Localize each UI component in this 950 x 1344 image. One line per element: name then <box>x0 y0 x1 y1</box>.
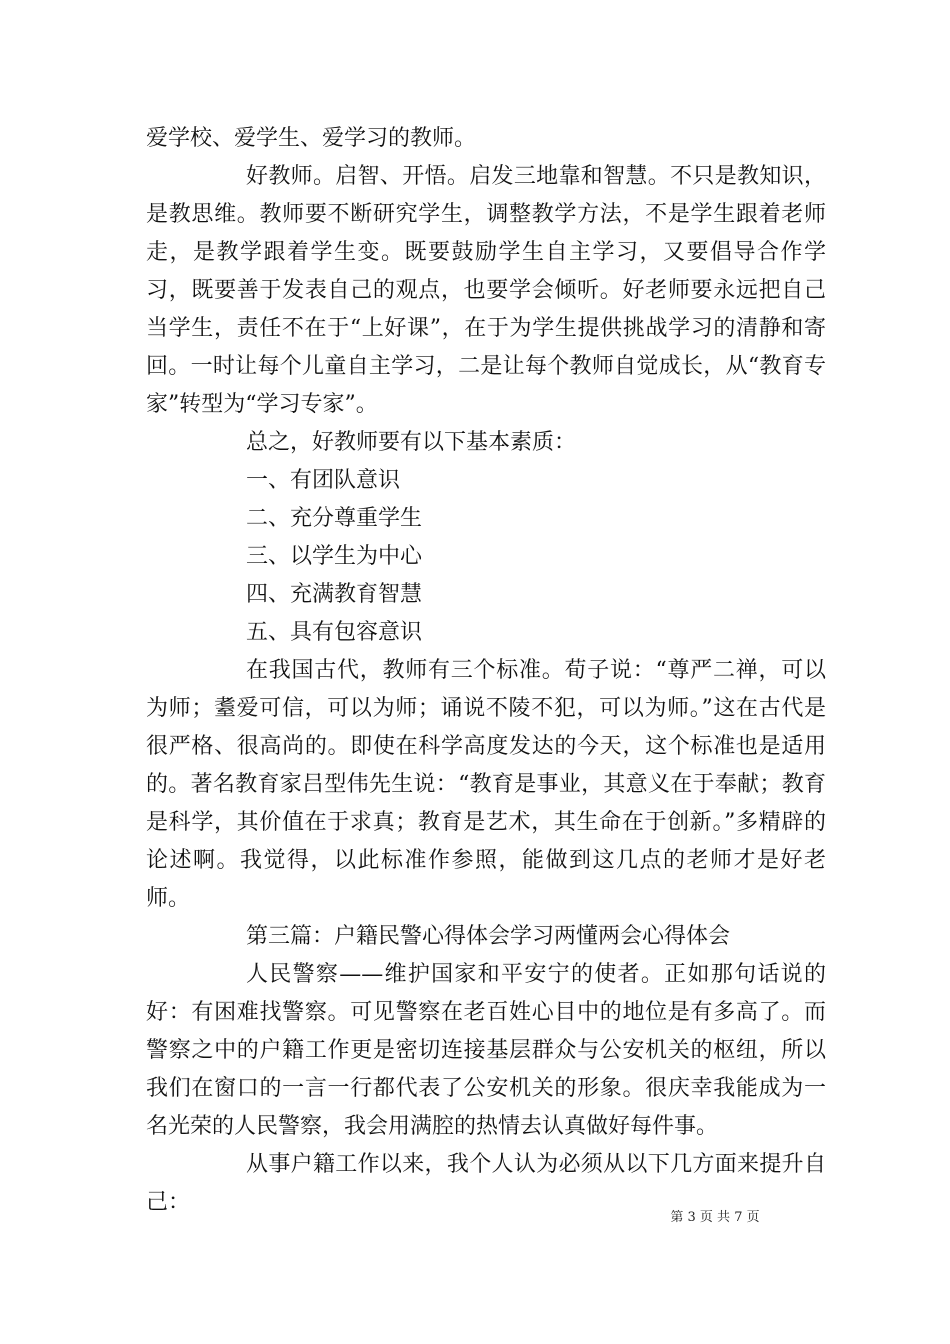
list-item: 三、以学生为中心 <box>246 544 423 569</box>
paragraph: 好教师。启智、开悟。启发三地靠和智慧。不只是教知识，是教思维。教师要不断研究学生，调整教学方法，不是学生跟着老师走，是教学跟着学生变。既要鼓励学生自主学习，又要倡导合作学习，既要善于发表自己的观点，也要学会倾听。好老师要永远把自己当学生，责任不在于“上好课”，在于为学生提供挑战学习的清静和寄回。一时让每个儿童自主学习，二是让每个教师自觉成长，从“教育专家”转型为“学习专家”。 <box>146 164 826 417</box>
list-item: 五、具有包容意识 <box>246 620 423 645</box>
paragraph: 爱学校、爱学生、爱学习的教师。 <box>146 126 477 151</box>
paragraph: 人民警察——维护国家和平安宁的使者。正如那句话说的好：有困难找警察。可见警察在老百姓心目中的地位是有多高了。而警察之中的户籍工作更是密切连接基层群众与公安机关的枢纽，所以我们在窗口的一言一行都代表了公安机关的形象。很庆幸我能成为一名光荣的人民警察，我会用满腔的热情去认真做好每件事。 <box>146 962 826 1139</box>
page-number: 第 3 页 共 7 页 <box>670 1210 760 1225</box>
paragraph: 在我国古代，教师有三个标准。荀子说：“尊严二禅，可以为师；耋爱可信，可以为师；诵说不陵不犯，可以为师。”这在古代是很严格、很高尚的。即使在科学高度发达的今天，这个标准也是适用的。著名教育家吕型伟先生说：“教育是事业，其意义在于奉献；教育是科学，其价值在于求真；教育是艺术，其生命在于创新。”多精辟的论述啊。我觉得，以此标准作参照，能做到这几点的老师才是好老师。 <box>146 658 826 911</box>
paragraph: 总之，好教师要有以下基本素质： <box>246 430 577 455</box>
list-item: 二、充分尊重学生 <box>246 506 423 531</box>
section-heading: 第三篇：户籍民警心得体会学习两懂两会心得体会 <box>246 924 731 949</box>
list-item: 一、有团队意识 <box>246 468 401 493</box>
document-body <box>146 120 826 1222</box>
list-item: 四、充满教育智慧 <box>246 582 423 607</box>
paragraph: 从事户籍工作以来，我个人认为必须从以下几方面来提升自己： <box>146 1152 826 1215</box>
page-footer <box>0 1206 950 1225</box>
